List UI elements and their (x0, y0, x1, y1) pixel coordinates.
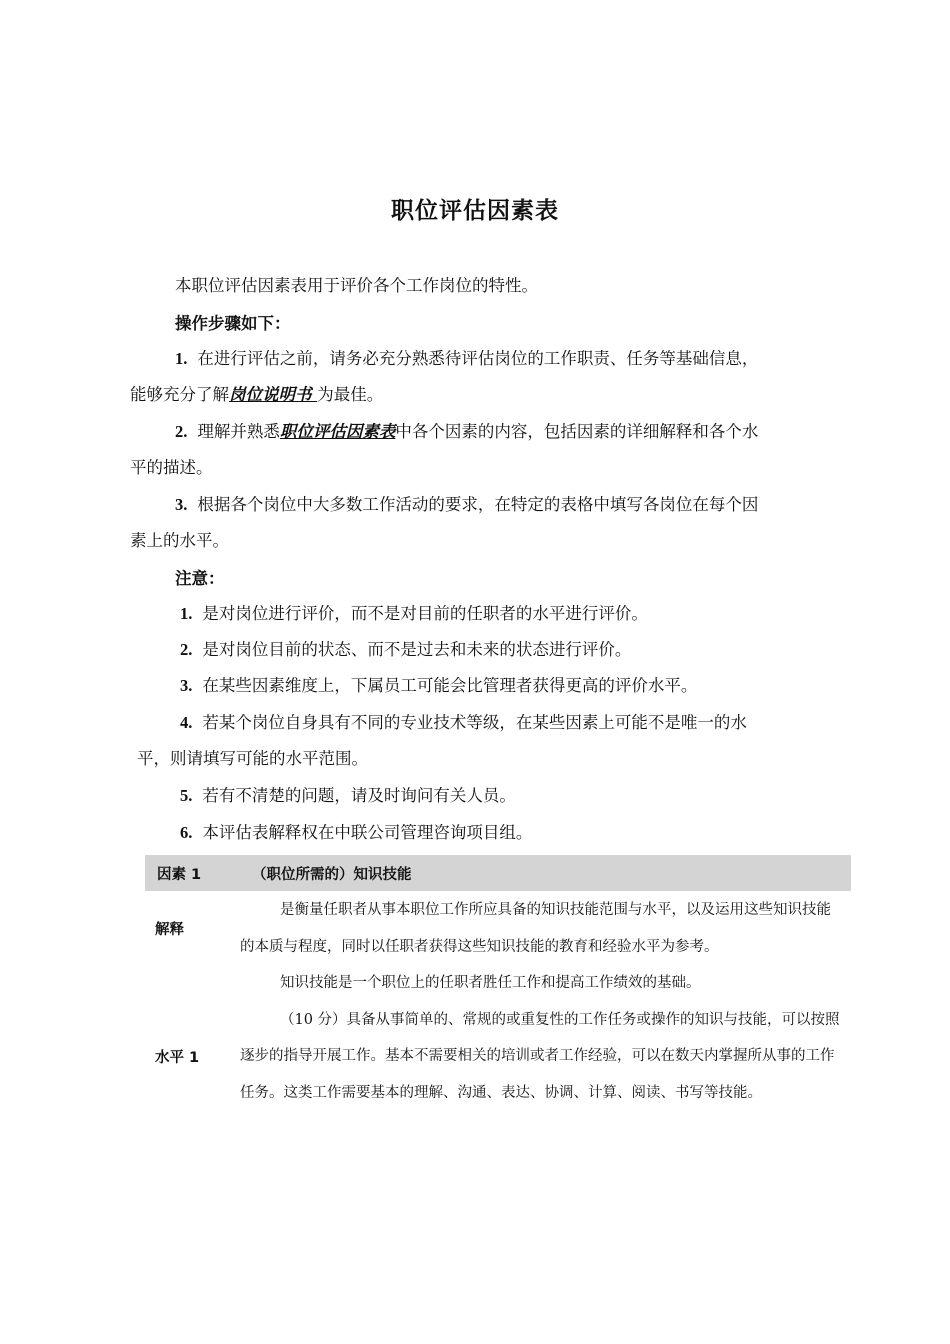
level-row (145, 1002, 851, 1112)
explanation-row (145, 892, 851, 965)
note-item (180, 596, 648, 632)
step-2-line-1 (175, 414, 758, 450)
step-3-text: 根据各个岗位中大多数工作活动的要求，在特定的表格中填写各岗位在每个因 (197, 495, 759, 514)
note-text: 是对岗位进行评价，而不是对目前的任职者的水平进行评价。 (202, 604, 648, 623)
step-1-text-2b: 为最佳。 (317, 385, 384, 404)
note-text: 若有不清楚的问题，请及时询问有关人员。 (202, 786, 516, 805)
step-2-text-b: 中各个因素的内容，包括因素的详细解释和各个水 (395, 422, 759, 441)
note-number: 1. (180, 604, 193, 623)
step-1-number: 1. (175, 349, 188, 368)
level-paragraph: （10 分）具备从事简单的、常规的或重复性的工作任务或操作的知识与技能，可以按照逐步的指导开展工作。基本不需要相关的培训或者工作经验，可以在数天内掌握所从事的工作任务。这类工作需要基本的理解、沟通、表达、协调、计算、阅读、书写等技能。 (240, 1011, 840, 1101)
step-3-line-2: 素上的水平。 (130, 531, 229, 550)
factor-label: 因素 1 (157, 866, 202, 883)
step-2-line-2: 平的描述。 (130, 458, 213, 477)
explanation-paragraph: 知识技能是一个职位上的任职者胜任工作和提高工作绩效的基础。 (280, 975, 701, 991)
note-number: 3. (180, 676, 193, 695)
note-number: 5. (180, 786, 193, 805)
step-2-text-a: 理解并熟悉 (197, 422, 280, 441)
note-item (180, 668, 697, 704)
step-3-line-1 (175, 487, 758, 523)
step-1-text-2a: 能够充分了解 (130, 385, 229, 404)
step-1-line-2 (130, 377, 383, 413)
notes-heading: 注意： (175, 569, 225, 588)
job-description-link[interactable]: 岗位说明书 (229, 385, 318, 404)
explanation-text (240, 892, 840, 965)
step-1-text: 在进行评估之前，请务必充分熟悉待评估岗位的工作职责、任务等基础信息， (197, 349, 759, 368)
document-title: 职位评估因素表 (391, 198, 559, 224)
note-text: 在某些因素维度上，下属员工可能会比管理者获得更高的评价水平。 (202, 676, 698, 695)
note-item-continuation: 平，则请填写可能的水平范围。 (137, 749, 368, 768)
level-label: 水平 1 (155, 1049, 200, 1066)
note-item (180, 705, 747, 741)
note-number: 6. (180, 823, 193, 842)
intro-text: 本职位评估因素表用于评价各个工作岗位的特性。 (175, 276, 538, 295)
explanation-paragraph: 是衡量任职者从事本职位工作所应具备的知识技能范围与水平，以及运用这些知识技能的本质与程度，同时以任职者获得这些知识技能的教育和经验水平为参考。 (240, 902, 831, 955)
level-text (240, 1002, 840, 1112)
note-item (180, 778, 516, 814)
note-text: 是对岗位目前的状态、而不是过去和未来的状态进行评价。 (202, 640, 632, 659)
note-text: 若某个岗位自身具有不同的专业技术等级，在某些因素上可能不是唯一的水 (202, 713, 747, 732)
steps-heading: 操作步骤如下： (175, 314, 291, 333)
note-item (180, 815, 532, 851)
note-number: 2. (180, 640, 193, 659)
explanation-row-2 (145, 965, 851, 1002)
factor-header-row (145, 855, 851, 891)
factor-table-link[interactable]: 职位评估因素表 (279, 422, 396, 441)
note-text: 本评估表解释权在中联公司管理咨询项目组。 (202, 823, 533, 842)
factor-name: （职位所需的）知识技能 (252, 866, 412, 883)
step-3-number: 3. (175, 495, 188, 514)
note-item (180, 632, 631, 668)
step-2-number: 2. (175, 422, 188, 441)
note-number: 4. (180, 713, 193, 732)
step-1-line-1 (175, 341, 758, 377)
factor-table (145, 855, 851, 1111)
explanation-label: 解释 (155, 922, 184, 938)
